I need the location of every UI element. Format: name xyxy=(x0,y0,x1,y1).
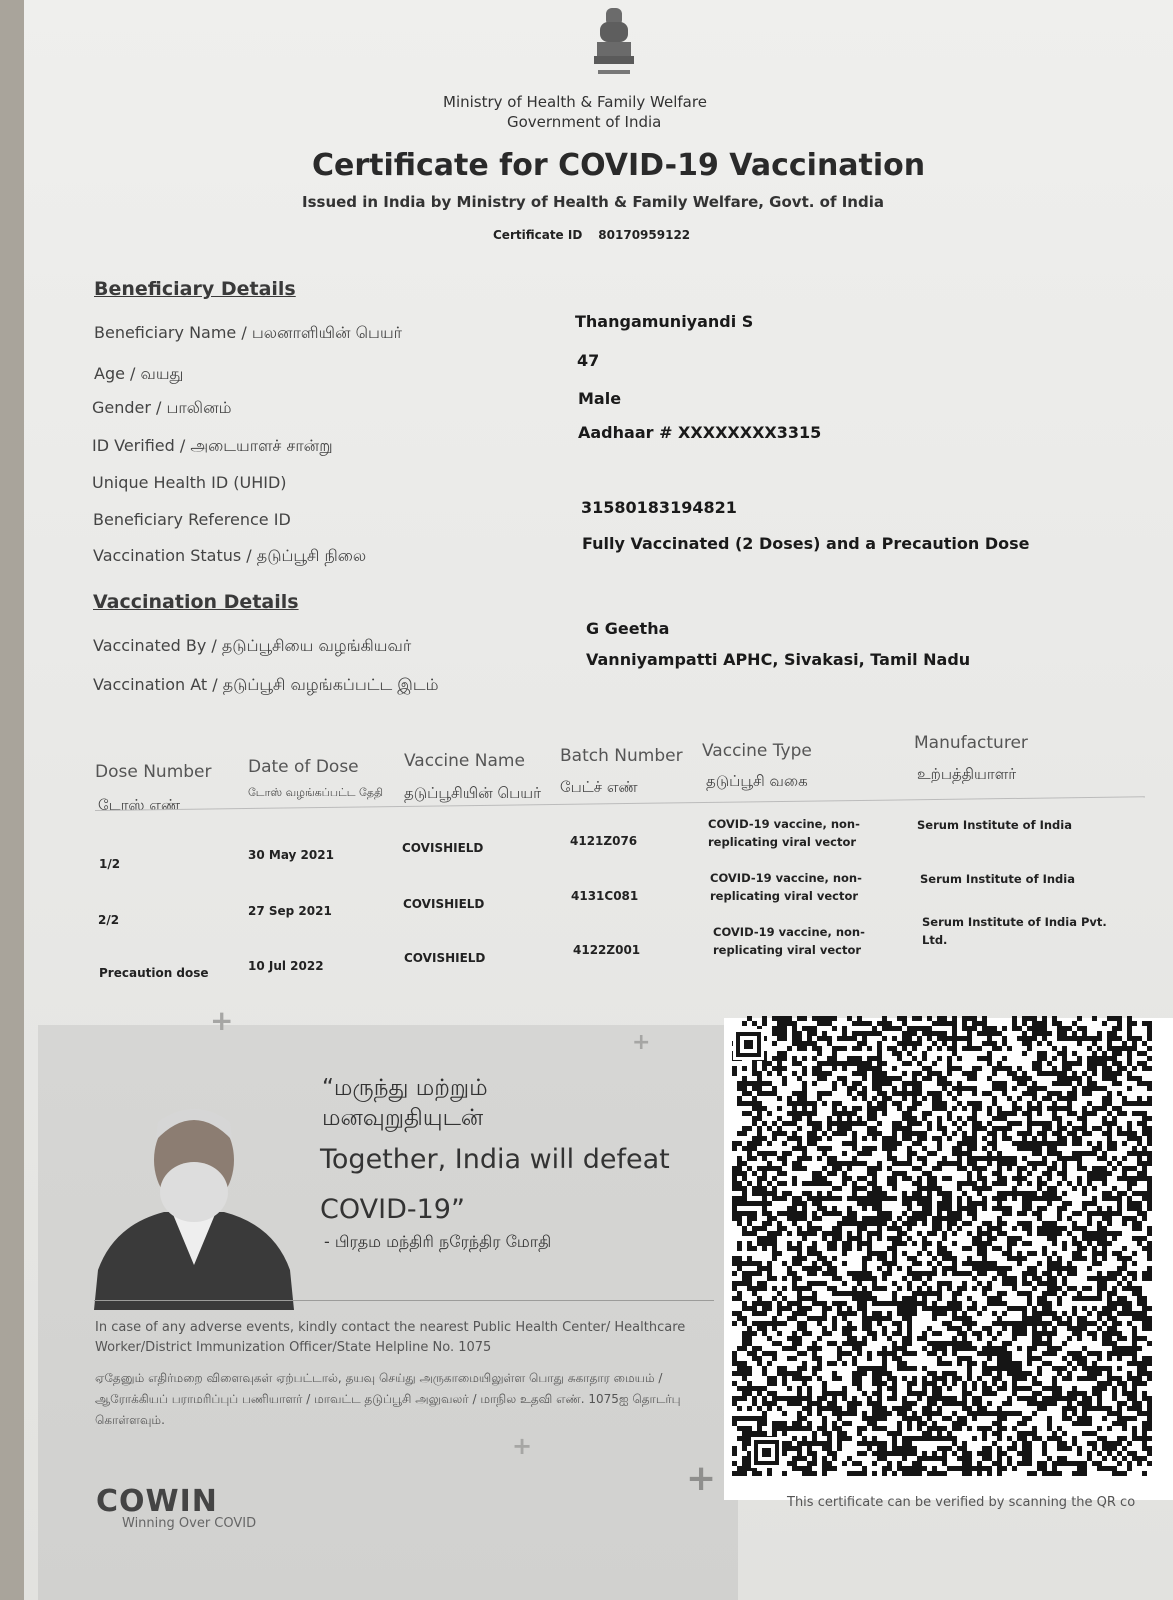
qr-code-icon[interactable] xyxy=(732,1016,1162,1486)
vaccination-at-label: Vaccination At / தடுப்பூசி வழங்கப்பட்ட இடம் xyxy=(93,675,439,694)
row1-vaccine: COVISHIELD xyxy=(402,841,484,855)
row1-type: COVID-19 vaccine, non-replicating viral vector xyxy=(708,817,860,849)
row2-date: 27 Sep 2021 xyxy=(248,904,332,918)
certificate-id xyxy=(493,228,690,242)
age-value: 47 xyxy=(577,351,600,370)
beneficiary-name-label: Beneficiary Name / பலனாளியின் பெயர் xyxy=(94,323,403,342)
vaccination-heading: Vaccination Details xyxy=(93,591,299,613)
adverse-event-contact: In case of any adverse events, kindly contact the nearest Public Health Center/ Healthcare Worker/District Immunization Officer/State Helpline No. 1075 xyxy=(95,1320,686,1355)
cowin-tagline: Winning Over COVID xyxy=(122,1516,257,1531)
row3-manufacturer: Serum Institute of India Pvt. Ltd. xyxy=(922,915,1107,947)
certificate-id-label: Certificate ID xyxy=(493,228,583,242)
id-verified-label: ID Verified / அடையாளச் சான்று xyxy=(92,436,333,455)
government-name: Government of India xyxy=(507,113,662,131)
quote-attribution: - பிரதம மந்திரி நரேந்திர மோதி xyxy=(324,1232,552,1251)
plus-decoration-icon: + xyxy=(686,1458,717,1499)
certificate-id-value: 80170959122 xyxy=(598,228,691,242)
row3-batch: 4122Z001 xyxy=(573,943,641,957)
row3-type: COVID-19 vaccine, non-replicating viral vector xyxy=(713,925,865,957)
reference-id-label: Beneficiary Reference ID xyxy=(93,510,291,529)
age-label: Age / வயது xyxy=(94,364,184,383)
adverse-event-contact-ta: ஏதேனும் எதிர்மறை விளைவுகள் ஏற்பட்டால், தயவு செய்து அருகாமையிலுள்ள பொது சுகாதார மையம் / ஆரோக்கியப் பராமரிப்புப் பணியாளர் / மாவட்ட தடுப்பூசி அலுவலர் / மாநில உதவி எண். 1075ஐ தொடர்பு கொள்ளவும். xyxy=(95,1371,681,1427)
quote-english: Together, India will defeat COVID-19” xyxy=(320,1144,670,1225)
plus-decoration-icon: + xyxy=(210,1004,234,1037)
col-vaccine-name-ta: தடுப்பூசியின் பெயர் xyxy=(404,784,541,802)
certificate-subtitle: Issued in India by Ministry of Health & Family Welfare, Govt. of India xyxy=(302,193,884,211)
row2-batch: 4131C081 xyxy=(571,889,639,903)
verify-note: This certificate can be verified by scanning the QR co xyxy=(787,1495,1136,1510)
row2-manufacturer: Serum Institute of India xyxy=(920,872,1075,886)
col-manufacturer: Manufacturer xyxy=(914,733,1028,753)
gender-label: Gender / பாலினம் xyxy=(92,398,232,417)
row3-vaccine: COVISHIELD xyxy=(404,951,486,965)
row3-dose: Precaution dose xyxy=(99,966,209,980)
col-manufacturer-ta: உற்பத்தியாளர் xyxy=(917,765,1017,783)
col-date-ta: டோஸ் வழங்கப்பட்ட தேதி xyxy=(248,786,384,799)
col-batch-ta: பேட்ச் எண் xyxy=(560,778,638,796)
uhid-label: Unique Health ID (UHID) xyxy=(92,473,287,492)
row1-date: 30 May 2021 xyxy=(248,848,334,862)
quote-tamil-line1: “மருந்து மற்றும் xyxy=(322,1075,488,1101)
quote-tamil-line2: மனவுறுதியுடன் xyxy=(322,1105,484,1131)
row3-date: 10 Jul 2022 xyxy=(248,959,324,973)
row2-vaccine: COVISHIELD xyxy=(403,897,485,911)
col-vaccine-type: Vaccine Type xyxy=(702,741,812,761)
portrait-icon xyxy=(94,1100,294,1310)
col-dose-number: Dose Number xyxy=(95,762,212,782)
vaccinated-by-value: G Geetha xyxy=(586,619,670,638)
vaccination-status-label: Vaccination Status / தடுப்பூசி நிலை xyxy=(93,546,367,565)
col-dose-number-ta: டோஸ் எண் xyxy=(98,796,181,814)
plus-decoration-icon: + xyxy=(512,1432,533,1460)
banner-divider xyxy=(94,1300,714,1301)
id-verified-value: Aadhaar # XXXXXXXX3315 xyxy=(578,423,822,442)
row1-batch: 4121Z076 xyxy=(570,834,638,848)
vaccination-status-value: Fully Vaccinated (2 Doses) and a Precaution Dose xyxy=(582,534,1030,553)
col-vaccine-name: Vaccine Name xyxy=(404,751,525,771)
col-date: Date of Dose xyxy=(248,757,359,777)
row1-manufacturer: Serum Institute of India xyxy=(917,818,1072,832)
row1-dose: 1/2 xyxy=(99,857,121,871)
col-batch: Batch Number xyxy=(560,746,683,766)
row2-type: COVID-19 vaccine, non-replicating viral vector xyxy=(710,871,862,903)
row2-dose: 2/2 xyxy=(98,913,120,927)
reference-id-value: 31580183194821 xyxy=(581,498,737,517)
beneficiary-heading: Beneficiary Details xyxy=(94,278,296,300)
vaccination-at-value: Vanniyampatti APHC, Sivakasi, Tamil Nadu xyxy=(586,650,971,669)
cowin-logo: COWIN xyxy=(96,1484,218,1519)
ministry-name: Ministry of Health & Family Welfare xyxy=(443,93,707,111)
plus-decoration-icon: + xyxy=(632,1030,651,1055)
vaccinated-by-label: Vaccinated By / தடுப்பூசியை வழங்கியவர் xyxy=(93,636,412,655)
national-emblem-icon xyxy=(584,4,644,84)
beneficiary-name-value: Thangamuniyandi S xyxy=(575,312,754,331)
certificate-title: Certificate for COVID-19 Vaccination xyxy=(312,148,926,183)
col-vaccine-type-ta: தடுப்பூசி வகை xyxy=(706,772,808,790)
gender-value: Male xyxy=(578,389,622,408)
